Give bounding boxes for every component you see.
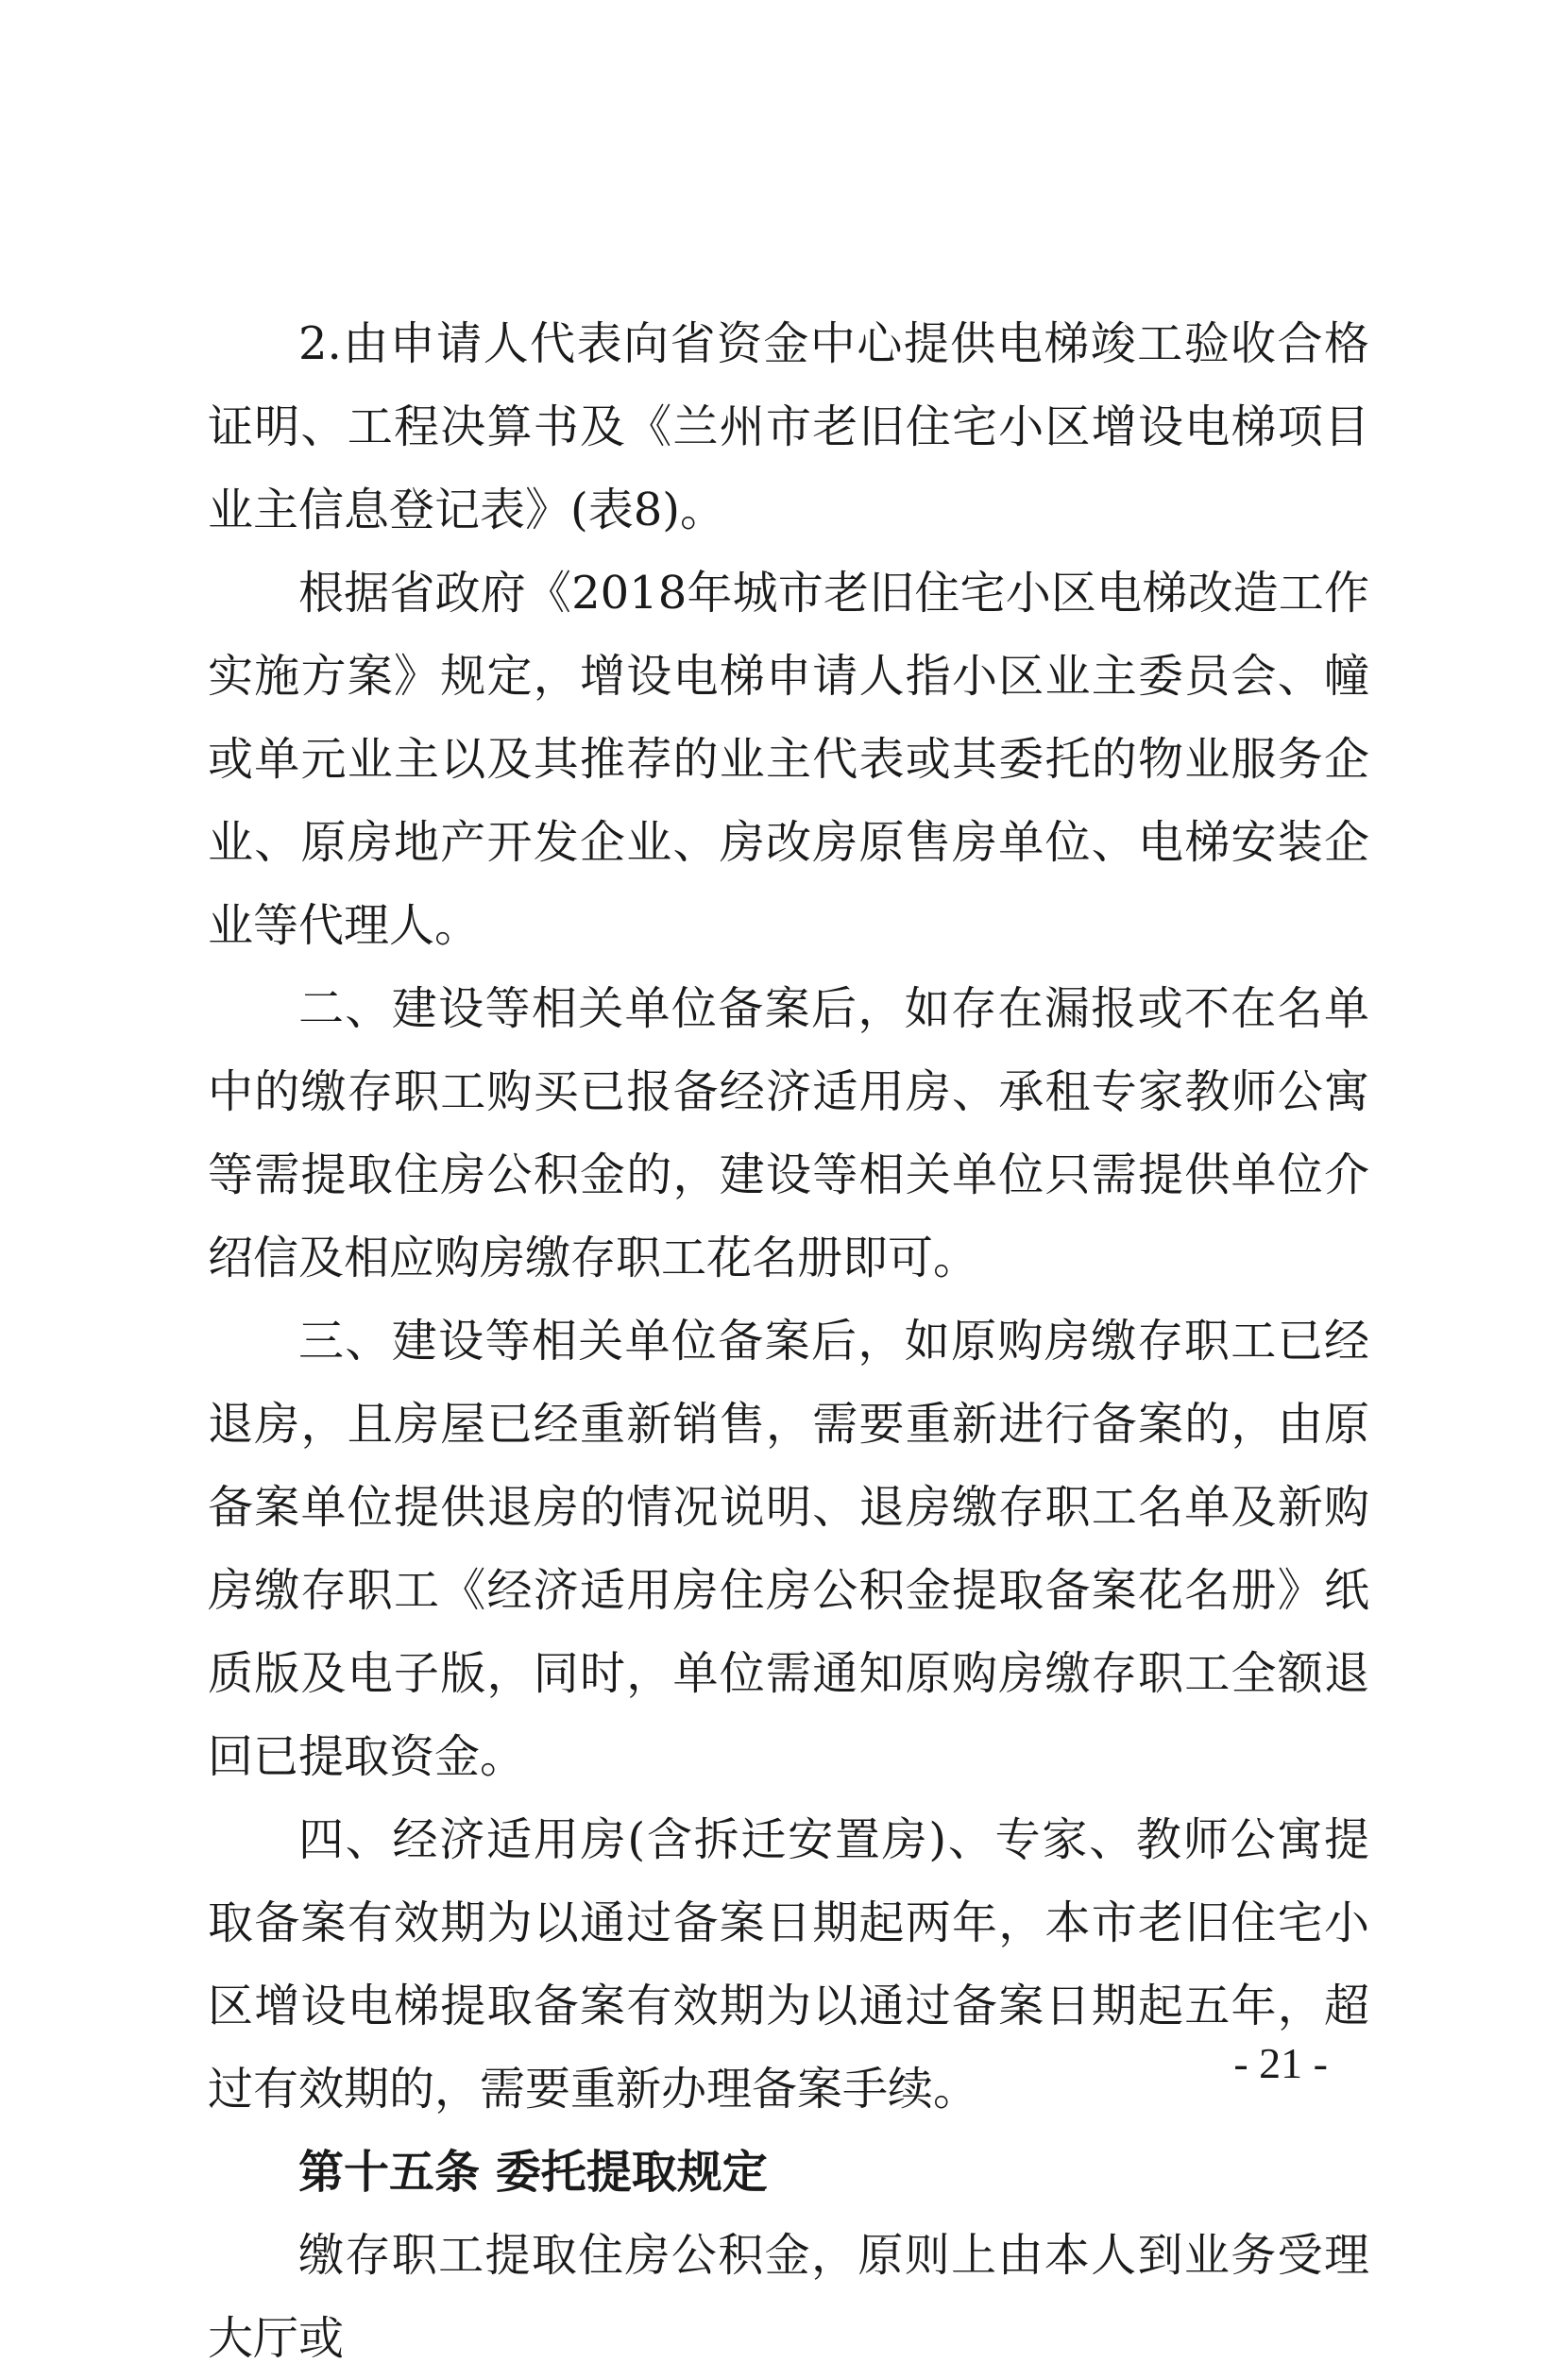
paragraph-elevator-documents: 2.由申请人代表向省资金中心提供电梯竣工验收合格证明、工程决算书及《兰州市老旧住宅小区增设电梯项目业主信息登记表》(表8)。 [208, 317, 1369, 536]
document-body [208, 302, 1369, 2380]
paragraph-entrusted-withdrawal: 缴存职工提取住房公积金，原则上由本人到业务受理大厅或 [208, 2229, 1369, 2365]
paragraph-item-two: 二、建设等相关单位备案后，如存在漏报或不在名单中的缴存职工购买已报备经济适用房、承租专家教师公寓等需提取住房公积金的，建设等相关单位只需提供单位介绍信及相应购房缴存职工花名册即可。 [208, 982, 1369, 1284]
paragraph-item-three: 三、建设等相关单位备案后，如原购房缴存职工已经退房，且房屋已经重新销售，需要重新进行备案的，由原备案单位提供退房的情况说明、退房缴存职工名单及新购房缴存职工《经济适用房住房公积金提取备案花名册》纸质版及电子版，同时，单位需通知原购房缴存职工全额退回已提取资金。 [208, 1315, 1369, 1783]
article-heading: 第十五条 委托提取规定 [298, 2146, 768, 2199]
page-number: - 21 - [1233, 2039, 1328, 2087]
paragraph-applicant-definition: 根据省政府《2018年城市老旧住宅小区电梯改造工作实施方案》规定，增设电梯申请人指小区业主委员会、幢或单元业主以及其推荐的业主代表或其委托的物业服务企业、原房地产开发企业、房改房原售房单位、电梯安装企业等代理人。 [208, 567, 1369, 952]
paragraph-item-four: 四、经济适用房(含拆迁安置房)、专家、教师公寓提取备案有效期为以通过备案日期起两年，本市老旧住宅小区增设电梯提取备案有效期为以通过备案日期起五年，超过有效期的，需要重新办理备案手续。 [208, 1813, 1369, 2116]
